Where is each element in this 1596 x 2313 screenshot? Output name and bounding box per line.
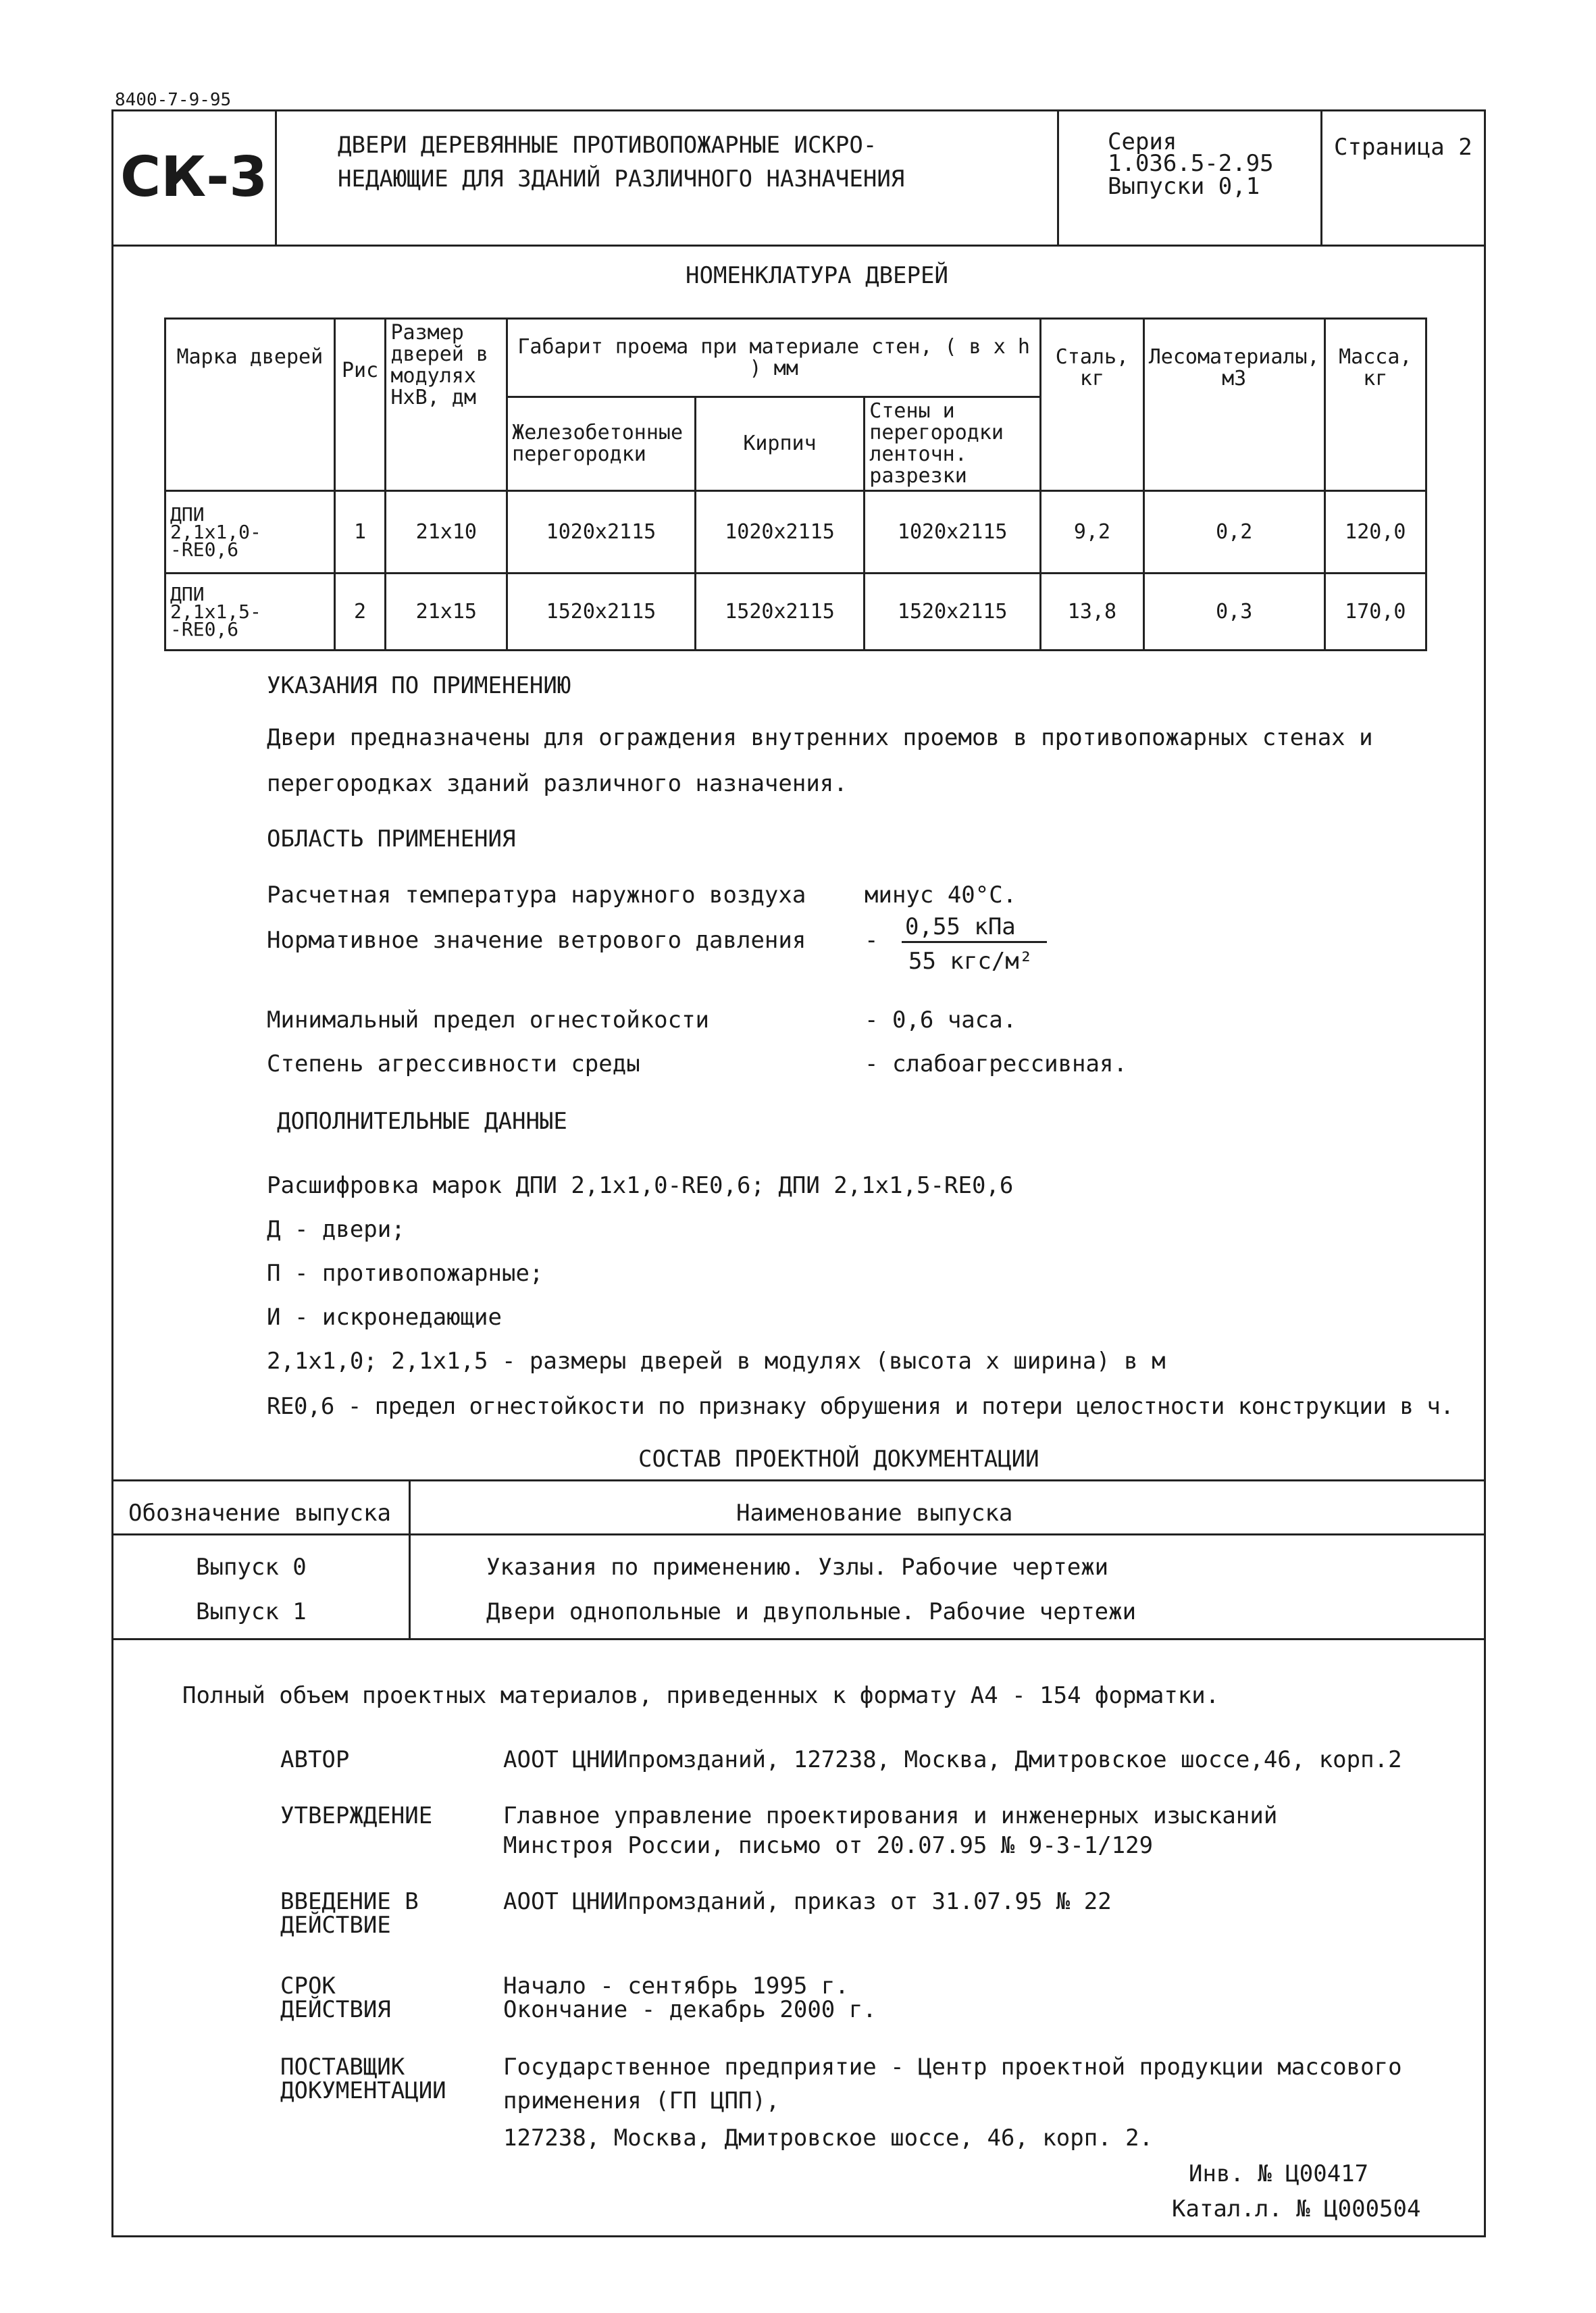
row-timber: 0,2 (1143, 491, 1324, 574)
nomenclature-title: НОМЕНКЛАТУРА ДВЕРЕЙ (686, 262, 948, 289)
term-label-line2: ДЕЙСТВИЯ (280, 1996, 391, 2023)
term-start: Начало - сентябрь 1995 г. (503, 1973, 849, 2000)
decode-i: И - искронедающие (267, 1304, 502, 1331)
row-mark-line2: 2,1х1,0- (170, 520, 261, 543)
row-fig: 1 (334, 491, 386, 574)
row-mark-line1: ДПИ (170, 582, 205, 605)
header-fig: Рис (334, 319, 386, 491)
wind-numerator: 0,55 кПа (905, 913, 1016, 940)
aggressiveness-value: - слабоагрессивная. (865, 1050, 1127, 1077)
introduction-value: АООТ ЦНИИпромзданий, приказ от 31.07.95 № 22 (503, 1888, 1112, 1915)
row-timber: 0,3 (1143, 574, 1324, 651)
table-row (165, 574, 1426, 651)
supplier-line1: Государственное предприятие - Центр проектной продукции массового (503, 2054, 1402, 2081)
row-mark-line3: -RE0,6 (170, 538, 239, 561)
row-mark-line3: -RE0,6 (170, 617, 239, 640)
decode-p: П - противопожарные; (267, 1260, 544, 1287)
issue-name: Указания по применению. Узлы. Рабочие чертежи (486, 1554, 1109, 1581)
fraction-line (902, 941, 1047, 943)
title-block-divider (1320, 109, 1322, 245)
composition-title: СОСТАВ ПРОЕКТНОЙ ДОКУМЕНТАЦИИ (638, 1446, 1039, 1473)
volume-line: Полный объем проектных материалов, приведенных к формату А4 - 154 форматки. (182, 1682, 1220, 1709)
extra-title: ДОПОЛНИТЕЛЬНЫЕ ДАННЫЕ (277, 1108, 567, 1135)
temperature-label: Расчетная температура наружного воздуха (267, 882, 806, 909)
term-label-line1: СРОК (280, 1973, 336, 2000)
row-steel: 9,2 (1041, 491, 1144, 574)
composition-header-border (111, 1533, 1486, 1535)
title-block-divider (275, 109, 277, 245)
approval-label: УТВЕРЖДЕНИЕ (280, 1802, 433, 1829)
series-label: Серия (1108, 128, 1177, 155)
composition-bottom-border (111, 1638, 1486, 1640)
page-number: Страница 2 (1334, 134, 1472, 161)
issue-name: Двери однопольные и двупольные. Рабочие чертежи (486, 1598, 1137, 1625)
nomenclature-table (164, 317, 1427, 651)
header-gabarit: Габарит проема при материале стен, ( в х h ) мм (507, 319, 1041, 397)
row-mass: 170,0 (1324, 574, 1426, 651)
table-row (165, 491, 1426, 574)
row-mark-line2: 2,1х1,5- (170, 600, 261, 623)
stamp-title-line2: НЕДАЮЩИЕ ДЛЯ ЗДАНИЙ РАЗЛИЧНОГО НАЗНАЧЕНИЯ (338, 166, 905, 193)
inventory-number: Инв. № Ц00417 (1189, 2160, 1369, 2187)
header-timber: Лесоматериалы, м3 (1143, 319, 1324, 491)
series-value: 1.036.5-2.95 (1108, 150, 1274, 177)
row-walls: 1520х2115 (865, 574, 1041, 651)
fire-resistance-value: - 0,6 часа. (865, 1007, 1017, 1034)
header-mark: Марка дверей (165, 319, 335, 491)
aggressiveness-label: Степень агрессивности среды (267, 1050, 640, 1077)
issues-label: Выпуски 0,1 (1108, 173, 1260, 200)
catalog-number: Катал.л. № Ц000504 (1172, 2195, 1421, 2222)
header-size: Размер дверей в модулях НхВ, дм (386, 319, 507, 491)
stamp-code: СК-3 (120, 145, 268, 209)
scope-title: ОБЛАСТЬ ПРИМЕНЕНИЯ (267, 825, 516, 853)
decode-sizes: 2,1х1,0; 2,1х1,5 - размеры дверей в модулях (высота х ширина) в м (267, 1348, 1166, 1375)
header-steel: Сталь, кг (1041, 319, 1144, 491)
composition-col1-header: Обозначение выпуска (128, 1500, 391, 1527)
header-mass: Масса, кг (1324, 319, 1426, 491)
issue-id: Выпуск 1 (196, 1598, 307, 1625)
approval-line2: Минстроя России, письмо от 20.07.95 № 9-3-1/129 (503, 1832, 1154, 1859)
decode-d: Д - двери; (267, 1216, 405, 1243)
decode-re: RE0,6 - предел огнестойкости по признаку обрушения и потери целостности конструкции в ч. (267, 1393, 1454, 1420)
title-block-divider (1057, 109, 1059, 245)
row-size: 21х15 (386, 574, 507, 651)
wind-denominator: 55 кгс/м² (908, 948, 1033, 975)
row-brick: 1020х2115 (695, 491, 865, 574)
author-value: АООТ ЦНИИпромзданий, 127238, Москва, Дмитровское шоссе,46, корп.2 (503, 1746, 1402, 1773)
supplier-line3: 127238, Москва, Дмитровское шоссе, 46, корп. 2. (503, 2125, 1154, 2152)
document-number: 8400-7-9-95 (115, 90, 232, 110)
supplier-label-line1: ПОСТАВЩИК (280, 2054, 405, 2081)
header-walls: Стены и перегородки ленточн. разрезки (865, 397, 1041, 491)
author-label: АВТОР (280, 1746, 350, 1773)
row-mark-line1: ДПИ (170, 503, 205, 526)
supplier-label-line2: ДОКУМЕНТАЦИИ (280, 2077, 446, 2104)
issue-id: Выпуск 0 (196, 1554, 307, 1581)
row-concrete: 1520х2115 (507, 574, 696, 651)
composition-column-divider (409, 1479, 411, 1638)
header-brick: Кирпич (695, 397, 865, 491)
row-concrete: 1020х2115 (507, 491, 696, 574)
composition-col2-header: Наименование выпуска (736, 1500, 1013, 1527)
introduction-label-line1: ВВЕДЕНИЕ В (280, 1888, 419, 1915)
row-fig: 2 (334, 574, 386, 651)
row-walls: 1020х2115 (865, 491, 1041, 574)
usage-paragraph-line2: перегородках зданий различного назначения. (267, 770, 848, 797)
row-steel: 13,8 (1041, 574, 1144, 651)
stamp-title-line1: ДВЕРИ ДЕРЕВЯННЫЕ ПРОТИВОПОЖАРНЫЕ ИСКРО- (338, 132, 877, 159)
wind-dash: - (865, 927, 879, 954)
row-brick: 1520х2115 (695, 574, 865, 651)
temperature-value: минус 40°С. (865, 882, 1017, 909)
usage-paragraph-line1: Двери предназначены для ограждения внутренних проемов в противопожарных стенах и (267, 724, 1373, 751)
header-concrete: Железобетонные перегородки (507, 397, 696, 491)
fire-resistance-label: Минимальный предел огнестойкости (267, 1007, 710, 1034)
introduction-label-line2: ДЕЙСТВИЕ (280, 1912, 391, 1939)
row-size: 21х10 (386, 491, 507, 574)
composition-top-border (111, 1479, 1486, 1481)
approval-line1: Главное управление проектирования и инженерных изысканий (503, 1802, 1278, 1829)
term-end: Окончание - декабрь 2000 г. (503, 1996, 877, 2023)
usage-title: УКАЗАНИЯ ПО ПРИМЕНЕНИЮ (267, 672, 571, 699)
row-mass: 120,0 (1324, 491, 1426, 574)
title-block-bottom-border (111, 245, 1486, 247)
wind-label: Нормативное значение ветрового давления (267, 927, 806, 954)
supplier-line2: применения (ГП ЦПП), (503, 2087, 780, 2114)
decode-line: Расшифровка марок ДПИ 2,1х1,0-RE0,6; ДПИ 2,1х1,5-RE0,6 (267, 1172, 1014, 1199)
